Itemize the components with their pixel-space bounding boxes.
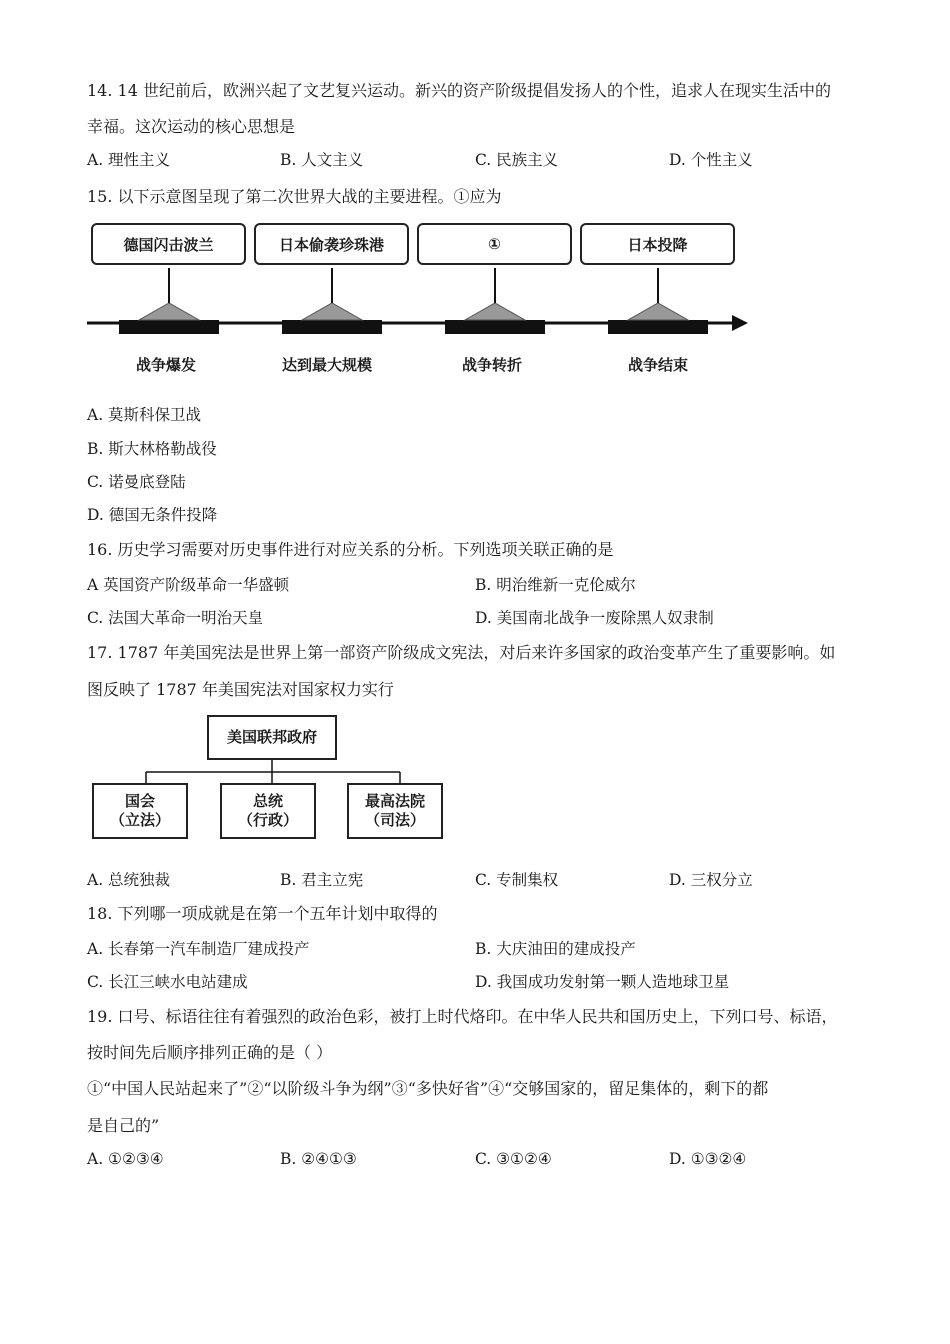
org-branch-role: （司法） xyxy=(364,811,425,829)
q19-option-d: D. ①③②④ xyxy=(669,1150,747,1168)
q15-option-c: C. 诺曼底登陆 xyxy=(87,473,186,491)
org-root-box xyxy=(207,715,337,760)
q18-option-a: A. 长春第一汽车制造厂建成投产 xyxy=(87,940,310,958)
timeline-stage-1: 战争爆发 xyxy=(136,356,197,374)
q19-stem-line4: 是自己的” xyxy=(87,1116,160,1135)
q17-option-c: C. 专制集权 xyxy=(475,871,559,889)
org-branch-legislative xyxy=(92,783,188,839)
q19-stem-line1: 19. 口号、标语往往有着强烈的政治色彩，被打上时代烙印。在中华人民共和国历史上，下列口号、标语， xyxy=(87,1007,838,1026)
org-root-label: 美国联邦政府 xyxy=(226,728,317,747)
q19-option-a: A. ①②③④ xyxy=(87,1150,164,1168)
q16-option-a: A 英国资产阶级革命一华盛顿 xyxy=(87,576,290,594)
q14-stem-line2: 幸福。这次运动的核心思想是 xyxy=(87,117,296,136)
q17-stem-line2: 图反映了 1787 年美国宪法对国家权力实行 xyxy=(87,680,394,699)
q16-stem: 16. 历史学习需要对历史事件进行对应关系的分析。下列选项关联正确的是 xyxy=(87,540,614,559)
q14-option-b: B. 人文主义 xyxy=(280,151,364,169)
q14-option-c: C. 民族主义 xyxy=(475,151,559,169)
q14-option-a: A. 理性主义 xyxy=(87,151,171,169)
q18-option-c: C. 长江三峡水电站建成 xyxy=(87,973,248,991)
timeline-stage-3: 战争转折 xyxy=(462,356,523,374)
q19-stem-line2: 按时间先后顺序排列正确的是（ ） xyxy=(87,1043,333,1062)
q16-option-d: D. 美国南北战争一废除黑人奴隶制 xyxy=(475,609,714,627)
org-branch-role: （行政） xyxy=(237,811,298,829)
timeline-event-3: ① xyxy=(417,223,572,265)
q18-option-d: D. 我国成功发射第一颗人造地球卫星 xyxy=(475,973,730,991)
timeline-event-4: 日本投降 xyxy=(580,223,735,265)
q15-option-d: D. 德国无条件投降 xyxy=(87,506,218,524)
q18-option-b: B. 大庆油田的建成投产 xyxy=(475,940,636,958)
q15-stem: 15. 以下示意图呈现了第二次世界大战的主要进程。①应为 xyxy=(87,187,502,206)
timeline-stage-2: 达到最大规模 xyxy=(282,356,373,374)
org-branch-name: 国会 xyxy=(124,792,155,811)
q15-option-a: A. 莫斯科保卫战 xyxy=(87,406,202,424)
q19-option-b: B. ②④①③ xyxy=(280,1150,357,1168)
org-branch-name: 总统 xyxy=(252,792,283,811)
q18-stem: 18. 下列哪一项成就是在第一个五年计划中取得的 xyxy=(87,904,438,923)
q16-option-c: C. 法国大革命一明治天皇 xyxy=(87,609,264,627)
q14-option-d: D. 个性主义 xyxy=(669,151,753,169)
q16-option-b: B. 明治维新一克伦威尔 xyxy=(475,576,636,594)
q17-option-a: A. 总统独裁 xyxy=(87,871,171,889)
org-branch-name: 最高法院 xyxy=(364,792,425,811)
q17-option-d: D. 三权分立 xyxy=(669,871,753,889)
q14-stem-line1: 14. 14 世纪前后，欧洲兴起了文艺复兴运动。新兴的资产阶级提倡发扬人的个性，追求人在现实生活中的 xyxy=(87,81,831,100)
timeline-event-2: 日本偷袭珍珠港 xyxy=(254,223,409,265)
org-branch-judicial xyxy=(347,783,443,839)
org-branch-role: （立法） xyxy=(109,811,170,829)
q19-stem-line3: ①“中国人民站起来了”②“以阶级斗争为纲”③“多快好省”④“交够国家的，留足集体的，剩下的都 xyxy=(87,1079,769,1098)
timeline-stage-4: 战争结束 xyxy=(628,356,689,374)
q15-option-b: B. 斯大林格勒战役 xyxy=(87,440,217,458)
org-branch-executive xyxy=(220,783,316,839)
timeline-event-1: 德国闪击波兰 xyxy=(91,223,246,265)
q19-option-c: C. ③①②④ xyxy=(475,1150,552,1168)
q17-stem-line1: 17. 1787 年美国宪法是世界上第一部资产阶级成文宪法，对后来许多国家的政治变革产生了重要影响。如 xyxy=(87,643,836,662)
timeline-arrow-icon xyxy=(732,315,748,331)
q17-option-b: B. 君主立宪 xyxy=(280,871,364,889)
